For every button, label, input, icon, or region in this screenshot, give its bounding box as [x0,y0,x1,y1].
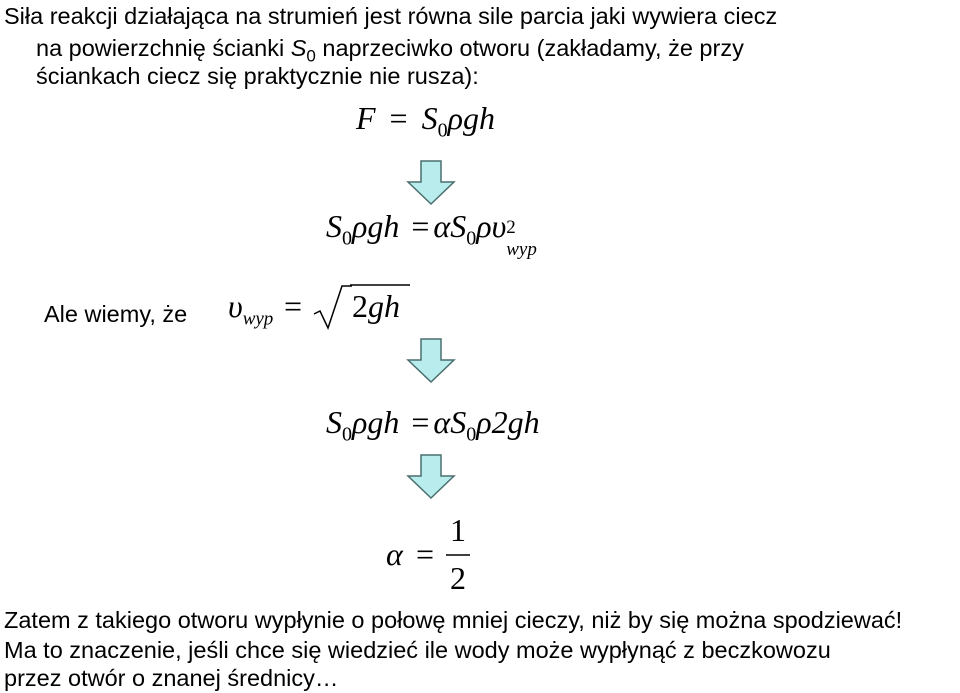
down-arrow-icon [406,338,456,384]
eq1-s: S [421,100,438,136]
eq2-alpha: α [433,208,451,244]
eq2-sub: 0 [342,227,352,250]
fraction-bar [446,554,470,557]
intro-line-1: Siła reakcji działająca na strumień jest równa sile parcia jaki wywiera ciecz [4,3,778,29]
intro-line-2-pre: na powierzchnię ścianki [36,35,291,61]
eq1-op: = [389,100,408,136]
eq3-op: = [411,404,430,440]
conclusion-line-3: przez otwór o znanej średnicy… [4,665,339,691]
intro-var-s: S [290,35,307,61]
eq3-rest: ρ2gh [476,404,540,440]
intro-line-2 [36,34,744,66]
conclusion-line-2: Ma to znaczenie, jeśli chce się wiedzieć ile wody może wypłynąć z beczkowozu [4,637,831,663]
side-note-equation [228,288,408,342]
eq4-op: = [416,536,435,572]
eq2-v: υ [491,208,507,244]
sqrt-bar [350,284,410,287]
equation-1 [356,100,495,142]
down-arrow-icon [406,454,456,500]
eq2-s2: S [450,208,467,244]
eq2-sup: 2 [506,217,516,238]
eq3-lhs-rest: ρgh [352,404,400,440]
eq4-alpha: α [386,536,403,572]
intro-var-sub: 0 [306,46,316,66]
eq1-lhs: F [356,100,376,136]
eq3-sub: 0 [342,423,352,446]
side-note-radicand: 2gh [352,288,400,324]
intro-line-2-post: naprzeciwko otworu (zakładamy, że przy [315,35,744,61]
side-note-op: = [284,288,303,324]
eq3-alpha: α [433,404,451,440]
eq2-op: = [411,208,430,244]
eq3-s: S [326,404,342,440]
intro-line-3: ściankach ciecz się praktycznie nie rusza): [36,63,479,89]
eq2-vsub: wyp [506,239,537,260]
eq3-sub2: 0 [466,423,477,446]
side-note-v: υ [228,288,243,324]
eq1-sub: 0 [437,119,448,142]
eq2-rho: ρ [476,208,492,244]
sqrt-icon [312,284,352,334]
conclusion-line-1: Zatem z takiego otworu wypłynie o połowę mniej cieczy, niż by się można spodziewać! [4,607,903,633]
equation-4 [384,512,484,596]
eq2-lhs-rest: ρgh [352,208,400,244]
eq4-denominator: 2 [450,560,466,596]
eq3-s2: S [450,404,467,440]
down-arrow-icon [406,160,456,206]
eq2-sub2: 0 [466,227,477,250]
side-note-gh: gh [368,288,400,324]
side-note-text: Ale wiemy, że [44,301,188,327]
eq1-rest: ρgh [447,100,495,136]
side-note-vsub: wyp [242,308,274,330]
eq4-numerator: 1 [450,512,466,548]
eq2-s: S [326,208,342,244]
equation-3 [326,404,540,446]
equation-2 [326,208,542,260]
